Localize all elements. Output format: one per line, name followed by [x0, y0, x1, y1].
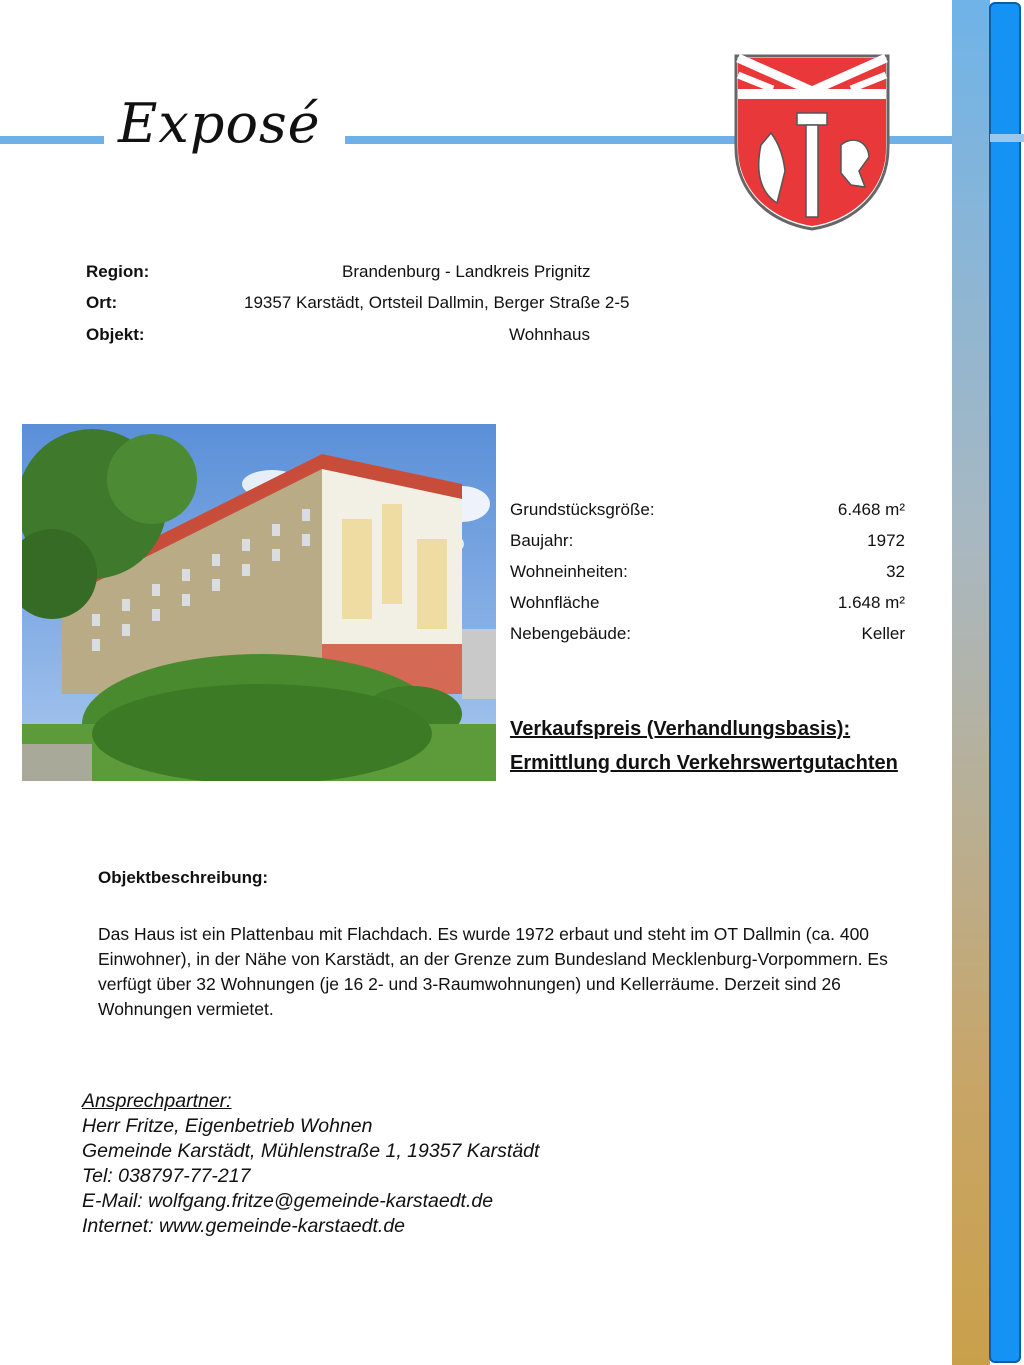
header-line-left [0, 136, 104, 144]
price-heading: Verkaufspreis (Verhandlungsbasis): [510, 718, 851, 740]
building-photo [22, 424, 496, 781]
info-value-objekt: Wohnhaus [509, 325, 590, 344]
info-label-ort: Ort: [86, 293, 118, 312]
spec-label-wohneinheiten: Wohneinheiten: [510, 562, 628, 581]
contact-heading: Ansprechpartner: [82, 1090, 232, 1112]
info-label-region: Region: [86, 262, 150, 281]
spec-value-wohnflaeche: 1.648 m² [837, 593, 905, 612]
contact-name: Herr Fritze, Eigenbetrieb Wohnen [82, 1115, 373, 1137]
spec-label-baujahr: Baujahr: [510, 531, 574, 550]
contact-address: Gemeinde Karstädt, Mühlenstraße 1, 19357 Karstädt [82, 1140, 540, 1162]
page-title: Exposé [118, 92, 321, 155]
spec-value-nebengebaeude: Keller [861, 624, 905, 643]
description-line: Das Haus ist ein Plattenbau mit Flachdach. Es wurde 1972 erbaut und steht im OT Dallmin (ca. 400 [98, 924, 870, 944]
contact-email-link[interactable]: E-Mail: wolfgang.fritze@gemeinde-karstaedt.de [82, 1190, 494, 1212]
price-note: Ermittlung durch Verkehrswertgutachten [510, 752, 898, 774]
description-heading: Objektbeschreibung: [98, 868, 269, 887]
info-label-objekt: Objekt: [86, 325, 145, 344]
description-line: Einwohner), in der Nähe von Karstädt, an der Grenze zum Bundesland Mecklenburg-Vorpommern. Es [98, 949, 888, 969]
side-gradient-bar [952, 0, 990, 1365]
coat-of-arms-icon [733, 53, 891, 231]
side-bar-stripe [990, 134, 1024, 142]
spec-value-baujahr: 1972 [867, 531, 905, 550]
description-line: Wohnungen vermietet. [98, 999, 274, 1019]
spec-value-grundstueck: 6.468 m² [837, 500, 905, 519]
info-value-region: Brandenburg - Landkreis Prignitz [342, 262, 591, 281]
side-blue-bar [989, 2, 1021, 1363]
contact-internet-link[interactable]: Internet: www.gemeinde-karstaedt.de [82, 1215, 406, 1237]
spec-label-grundstueck: Grundstücksgröße: [510, 500, 655, 519]
spec-label-nebengebaeude: Nebengebäude: [510, 624, 632, 643]
spec-value-wohneinheiten: 32 [886, 562, 905, 581]
description-text [98, 922, 888, 1022]
spec-label-wohnflaeche: Wohnfläche [510, 593, 600, 612]
contact-tel: Tel: 038797-77-217 [82, 1165, 251, 1187]
description-line: verfügt über 32 Wohnungen (je 16 2- und 3-Raumwohnungen) und Kellerräume. Derzeit sind 26 [98, 974, 841, 994]
info-value-ort: 19357 Karstädt, Ortsteil Dallmin, Berger Straße 2-5 [244, 293, 630, 312]
